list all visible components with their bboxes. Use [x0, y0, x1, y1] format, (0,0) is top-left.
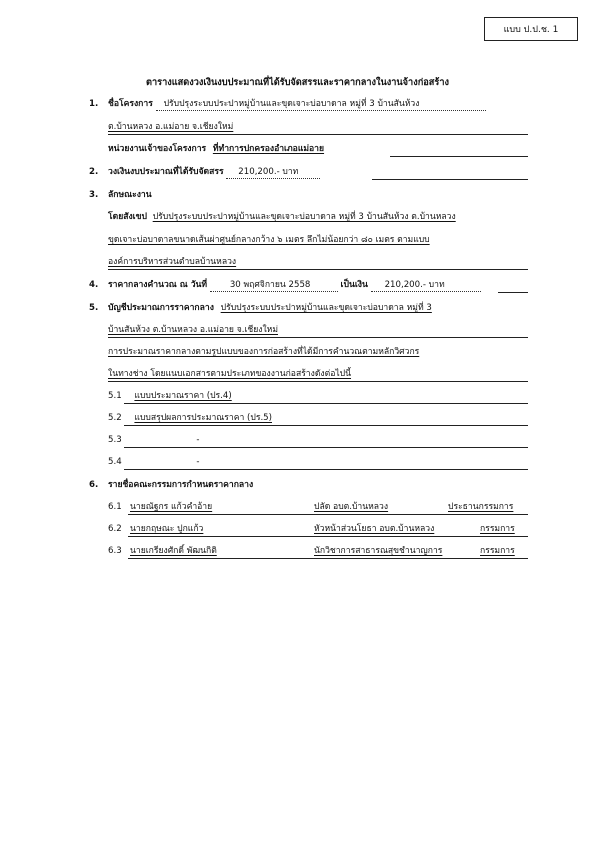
attachment-no: 5.1	[108, 391, 122, 401]
attachment-item-2	[108, 412, 272, 424]
attachment-text: แบบประมาณราคา (ปร.4)	[134, 391, 232, 401]
rule	[108, 337, 528, 338]
estimate-account-line-4: ในทางช่าง โดยแนบเอกสารตามประเภทของงานก่อสร้างดังต่อไปนี้	[108, 369, 352, 379]
work-type-label: ลักษณะงาน	[108, 190, 152, 200]
rule	[124, 403, 528, 404]
member-no: 6.3	[108, 546, 122, 556]
section-3-number: 3.	[89, 190, 99, 200]
brief-line-3: องค์การบริหารส่วนตำบลบ้านหลวง	[108, 257, 237, 267]
estimate-date-label: ราคากลางคำนวณ ณ วันที่	[108, 280, 208, 290]
project-location: ต.บ้านหลวง อ.แม่อาย จ.เชียงใหม่	[108, 122, 234, 132]
project-name-value: ปรับปรุงระบบประปาหมู่บ้านและขุดเจาะบ่อบาดาล หมู่ที่ 3 บ้านสันห้วง	[156, 98, 486, 111]
section-1-line-1	[108, 98, 486, 111]
estimate-account-line-1: ปรับปรุงระบบประปาหมู่บ้านและขุดเจาะบ่อบาดาล หมู่ที่ 3	[220, 303, 432, 313]
estimate-account-label: บัญชีประมาณการราคากลาง	[108, 303, 214, 313]
section-1-line-2	[108, 121, 233, 133]
brief-line-2: ขุดเจาะบ่อบาดาลขนาดเส้นผ่าศูนย์กลางกว้าง ๖ เมตร ลึกไม่น้อยกว่า ๘๐ เมตร ตามแบบ	[108, 235, 430, 245]
rule	[108, 381, 528, 382]
section-2-line	[108, 166, 320, 179]
member-name: นายกฤษณะ ปูกแก้ว	[130, 524, 204, 534]
rule	[124, 447, 528, 448]
committee-label: รายชื่อคณะกรรมการกำหนดราคากลาง	[108, 480, 254, 490]
rule	[128, 514, 528, 515]
estimate-date-value: 30 พฤศจิกายน 2558	[210, 279, 338, 292]
attachment-text: -	[196, 435, 200, 445]
section-5-number: 5.	[89, 303, 99, 313]
member-no: 6.2	[108, 524, 122, 534]
amount-label: เป็นเงิน	[340, 280, 368, 290]
member-role: กรรมการ	[480, 546, 515, 556]
agency-label: หน่วยงานเจ้าของโครงการ	[108, 144, 207, 154]
attachment-item-1	[108, 390, 232, 402]
section-6-number: 6.	[89, 480, 99, 490]
member-role: กรรมการ	[480, 524, 515, 534]
section-3-line-1	[108, 211, 456, 223]
section-4-line	[108, 279, 481, 292]
project-name-label: ชื่อโครงการ	[108, 99, 153, 109]
rule	[108, 269, 528, 270]
brief-label: โดยสังเขป	[108, 212, 147, 222]
attachment-text: -	[196, 457, 200, 467]
estimate-account-line-3: การประมาณราคากลางตามรูปแบบของการก่อสร้างที่ได้มีการคำนวณตามหลักวิศวกร	[108, 347, 420, 357]
committee-member	[108, 523, 528, 535]
agency-value: ที่ทำการปกครองอำเภอแม่อาย	[212, 144, 325, 154]
attachment-no: 5.2	[108, 413, 122, 423]
rule	[124, 425, 528, 426]
section-5-line-1	[108, 302, 432, 314]
section-1-line-3	[108, 143, 324, 155]
document-title: ตารางแสดงวงเงินงบประมาณที่ได้รับจัดสรรและราคากลางในงานจ้างก่อสร้าง	[146, 77, 449, 88]
form-code: แบบ ป.ป.ช. 1	[503, 25, 559, 35]
member-role: ประธานกรรมการ	[448, 502, 514, 512]
rule	[128, 536, 528, 537]
rule	[498, 292, 528, 293]
section-2-number: 2.	[89, 167, 99, 177]
attachment-item-3	[108, 434, 200, 446]
budget-value: 210,200.- บาท	[226, 166, 320, 179]
form-code-box	[484, 17, 578, 41]
committee-member	[108, 501, 528, 513]
rule	[108, 134, 528, 135]
member-position: หัวหน้าส่วนโยธา อบต.บ้านหลวง	[314, 524, 435, 534]
estimate-account-line-2: บ้านสันห้วง ต.บ้านหลวง อ.แม่อาย จ.เชียงใหม่	[108, 325, 278, 335]
attachment-text: แบบสรุปผลการประมาณราคา (ปร.5)	[134, 413, 272, 423]
attachment-item-4	[108, 456, 200, 468]
rule	[372, 179, 528, 180]
member-position: นักวิชาการสาธารณสุขชำนาญการ	[314, 546, 443, 556]
rule	[390, 156, 528, 157]
member-name: นายณัฐกร แก้วคำอ้าย	[130, 502, 213, 512]
rule	[128, 558, 528, 559]
member-position: ปลัด อบต.บ้านหลวง	[314, 502, 389, 512]
rule	[124, 469, 528, 470]
attachment-no: 5.3	[108, 435, 122, 445]
amount-value: 210,200.- บาท	[371, 279, 481, 292]
budget-label: วงเงินงบประมาณที่ได้รับจัดสรร	[108, 167, 224, 177]
brief-line-1: ปรับปรุงระบบประปาหมู่บ้านและขุดเจาะบ่อบาดาล หมู่ที่ 3 บ้านสันห้วง ต.บ้านหลวง	[152, 212, 456, 222]
member-name: นายเกรียงศักดิ์ พัฒนกิติ	[130, 546, 217, 556]
attachment-no: 5.4	[108, 457, 122, 467]
committee-member	[108, 545, 528, 557]
member-no: 6.1	[108, 502, 122, 512]
section-1-number: 1.	[89, 99, 99, 109]
section-4-number: 4.	[89, 280, 99, 290]
